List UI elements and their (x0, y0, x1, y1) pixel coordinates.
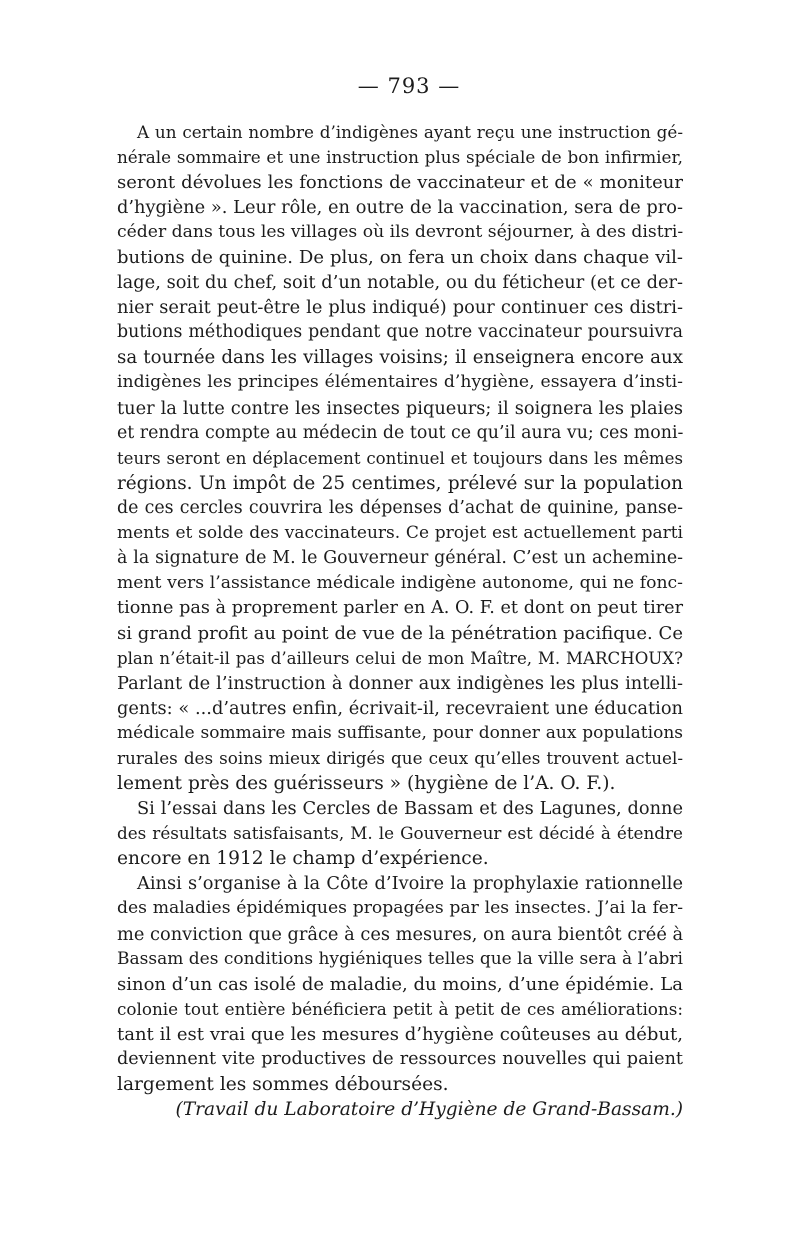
text-line: encore en 1912 le champ d’expérience. (117, 848, 489, 870)
signature-line: (Travail du Laboratoire d’Hygiène de Grand-Bassam.) (175, 1098, 683, 1120)
text-line: céder dans tous les villages où ils devront séjourner, à des distri- (117, 222, 684, 243)
text-line: régions. Un impôt de 25 centimes, prélevé sur la population (117, 472, 683, 494)
text-line: sa tournée dans les villages voisins; il enseignera encore aux (117, 347, 683, 369)
text-line: lement près des guérisseurs » (hygiène de l’A. O. F.). (117, 773, 616, 795)
text-line: Si l’essai dans les Cercles de Bassam et des Lagunes, donne (137, 798, 683, 820)
text-line: largement les sommes déboursées. (117, 1073, 449, 1095)
text-line: seront dévolues les fonctions de vaccinateur et de « moniteur (117, 172, 683, 194)
text-line: Bassam des conditions hygiéniques telles que la ville sera à l’abri (117, 948, 683, 969)
text-line: rurales des soins mieux dirigés que ceux qu’elles trouvent actuel- (117, 748, 683, 769)
text-line: médicale sommaire mais suffisante, pour donner aux populations (117, 723, 683, 744)
text-line: plan n’était-il pas d’ailleurs celui de mon Maître, M. MARCHOUX? (117, 648, 683, 668)
text-line: teurs seront en déplacement continuel et toujours dans les mêmes (117, 448, 683, 468)
text-line: d’hygiène ». Leur rôle, en outre de la vaccination, sera de pro- (117, 197, 683, 219)
text-line: ments et solde des vaccinateurs. Ce projet est actuellement parti (117, 522, 683, 543)
text-line: sinon d’un cas isolé de maladie, du moins, d’une épidémie. La (117, 973, 683, 995)
text-line: à la signature de M. le Gouverneur général. C’est un achemine- (117, 547, 683, 568)
text-line: tionne pas à proprement parler en A. O. F. et dont on peut tirer (117, 597, 683, 618)
text-line: colonie tout entière bénéficiera petit à petit de ces améliorations: (117, 998, 683, 1019)
text-line: de ces cercles couvrira les dépenses d’achat de quinine, panse- (117, 497, 683, 518)
body-text (117, 120, 683, 1122)
text-line: me conviction que grâce à ces mesures, on aura bientôt créé à (117, 923, 684, 945)
text-line: deviennent vite productives de ressources nouvelles qui paient (117, 1048, 683, 1069)
text-line: nérale sommaire et une instruction plus spéciale de bon infirmier, (117, 147, 683, 168)
text-line: Ainsi s’organise à la Côte d’Ivoire la prophylaxie rationnelle (137, 873, 683, 895)
text-line: tuer la lutte contre les insectes piqueurs; il soignera les plaies (117, 397, 683, 419)
text-line: si grand profit au point de vue de la pénétration pacifique. Ce (117, 622, 683, 644)
text-line: des résultats satisfaisants, M. le Gouverneur est décidé à étendre (117, 823, 683, 844)
text-line: lage, soit du chef, soit d’un notable, ou du féticheur (et ce der- (117, 272, 683, 294)
text-line: des maladies épidémiques propagées par les insectes. J’ai la fer- (117, 898, 683, 919)
text-line: ment vers l’assistance médicale indigène autonome, qui ne fonc- (117, 572, 683, 593)
text-line: butions de quinine. De plus, on fera un choix dans chaque vil- (117, 247, 683, 269)
page-number: — 793 — (357, 74, 461, 98)
text-line: nier serait peut-être le plus indiqué) pour continuer ces distri- (117, 297, 683, 319)
text-line: butions méthodiques pendant que notre vaccinateur poursuivra (117, 322, 683, 343)
text-line: gents: « ...d’autres enfin, écrivait-il, recevraient une éducation (117, 698, 683, 720)
text-line: tant il est vrai que les mesures d’hygiène coûteuses au début, (117, 1023, 683, 1045)
text-line: Parlant de l’instruction à donner aux indigènes les plus intelli- (117, 673, 683, 695)
text-line: indigènes les principes élémentaires d’hygiène, essayera d’insti- (117, 372, 683, 393)
text-line: A un certain nombre d’indigènes ayant reçu une instruction gé- (137, 122, 683, 142)
text-line: et rendra compte au médecin de tout ce qu’il aura vu; ces moni- (117, 422, 684, 443)
